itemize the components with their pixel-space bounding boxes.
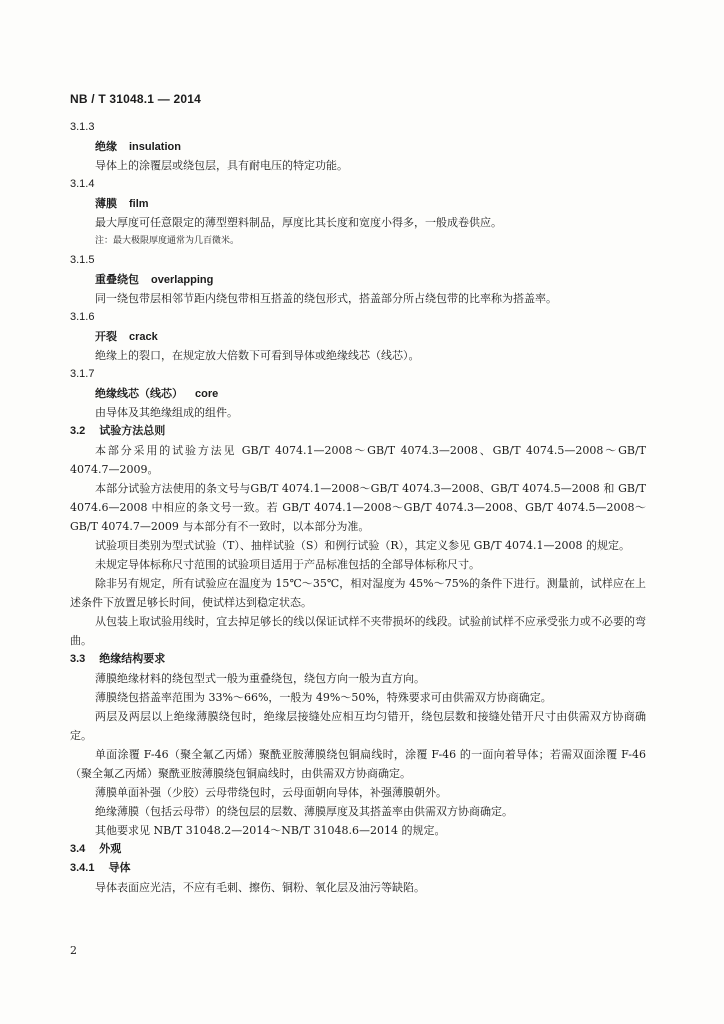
section-number: 3.4 <box>70 843 86 855</box>
term-definition: 最大厚度可任意限定的薄型塑料制品，厚度比其长度和宽度小得多，一般成卷供应。 <box>95 216 502 229</box>
paragraph: 薄膜单面补强（少胶）云母带绕包时，云母面朝向导体，补强薄膜朝外。 <box>95 786 447 799</box>
term-title <box>70 384 646 403</box>
term-definition: 由导体及其绝缘组成的组件。 <box>95 406 238 419</box>
paragraph: 薄膜绕包搭盖率范围为 33%～66%，一般为 49%～50%，特殊要求可由供需双方协商确定。 <box>95 691 552 704</box>
term-title <box>70 137 646 156</box>
section-title: 导体 <box>108 862 131 874</box>
term-definition: 同一绕包带层相邻节距内绕包带相互搭盖的绕包形式，搭盖部分所占绕包带的比率称为搭盖率。 <box>95 292 557 305</box>
section-heading-3-3 <box>70 650 646 669</box>
term-number: 3.1.7 <box>70 368 95 380</box>
paragraph: 两层及两层以上绝缘薄膜绕包时，绝缘层接缝处应相互均匀错开，绕包层数和接缝处错开尺寸由供需双方协商确定。 <box>70 710 646 742</box>
paragraph: 试验项目类别为型式试验（T）、抽样试验（S）和例行试验（R），其定义参见 GB/T 4074.1—2008 的规定。 <box>95 539 631 552</box>
section-number: 3.4.1 <box>70 862 95 874</box>
term-number: 3.1.6 <box>70 311 95 323</box>
paragraph: 本部分试验方法使用的条文号与GB/T 4074.1—2008～GB/T 4074.3—2008、GB/T 4074.5—2008 和 GB/T 4074.6—2008 中相应的条文号一致。若 GB/T 4074.1—2008～GB/T 4074.3—2008、GB/T 4074.5—2008～GB/T 4074.7—2009 与本部分有不一致时，以本部分为准。 <box>70 482 646 533</box>
term-title <box>70 270 646 289</box>
paragraph: 薄膜绝缘材料的绕包型式一般为重叠绕包，绕包方向一般为直方向。 <box>95 672 425 685</box>
section-title: 外观 <box>99 843 122 855</box>
term-cn: 重叠绕包 <box>95 273 139 286</box>
section-number: 3.2 <box>70 425 86 437</box>
section-number: 3.3 <box>70 653 86 665</box>
term-number: 3.1.4 <box>70 178 95 190</box>
term-cn: 绝缘线芯（线芯） <box>95 387 183 400</box>
term-number: 3.1.5 <box>70 254 95 266</box>
paragraph: 单面涂覆 F-46（聚全氟乙丙烯）聚酰亚胺薄膜绕包铜扁线时，涂覆 F-46 的一面向着导体；若需双面涂覆 F-46（聚全氟乙丙烯）聚酰亚胺薄膜绕包铜扁线时，由供需双方协商确定。 <box>70 748 646 780</box>
section-heading-3-4-1 <box>70 859 646 878</box>
paragraph: 导体表面应光洁，不应有毛刺、擦伤、铜粉、氧化层及油污等缺陷。 <box>95 881 425 894</box>
term-cn: 绝缘 <box>95 140 117 153</box>
term-en: overlapping <box>151 274 214 286</box>
term-definition: 绝缘上的裂口，在规定放大倍数下可看到导体或绝缘线芯（线芯）。 <box>95 349 420 362</box>
term-cn: 薄膜 <box>95 197 117 210</box>
section-heading-3-4 <box>70 840 646 859</box>
term-definition: 导体上的涂覆层或绕包层，具有耐电压的特定功能。 <box>95 159 348 172</box>
term-en: crack <box>129 331 158 343</box>
paragraph: 绝缘薄膜（包括云母带）的绕包层的层数、薄膜厚度及其搭盖率由供需双方协商确定。 <box>95 805 513 818</box>
paragraph: 其他要求见 NB/T 31048.2—2014～NB/T 31048.6—2014 的规定。 <box>95 824 446 837</box>
term-en: film <box>129 198 149 210</box>
paragraph: 未规定导体标称尺寸范围的试验项目适用于产品标准包括的全部导体标称尺寸。 <box>95 558 480 571</box>
section-title: 试验方法总则 <box>99 425 166 437</box>
term-en: insulation <box>129 141 181 153</box>
standard-header: NB / T 31048.1 — 2014 <box>70 92 201 106</box>
page-content <box>70 118 646 897</box>
term-note: 注：最大极限厚度通常为几百微米。 <box>95 236 240 246</box>
paragraph: 从包装上取试验用线时，宜去掉足够长的线以保证试样不夹带损坏的线段。试验前试样不应承受张力或不必要的弯曲。 <box>70 615 646 647</box>
section-heading-3-2 <box>70 422 646 441</box>
term-title <box>70 327 646 346</box>
section-title: 绝缘结构要求 <box>99 653 166 665</box>
page-number: 2 <box>70 944 77 957</box>
term-cn: 开裂 <box>95 330 117 343</box>
paragraph: 除非另有规定，所有试验应在温度为 15℃～35℃，相对湿度为 45%～75%的条件下进行。测量前，试样应在上述条件下放置足够长时间，使试样达到稳定状态。 <box>70 577 646 609</box>
term-number: 3.1.3 <box>70 121 95 133</box>
term-en: core <box>195 388 219 400</box>
term-title <box>70 194 646 213</box>
paragraph: 本部分采用的试验方法见 GB/T 4074.1—2008～GB/T 4074.3—2008、GB/T 4074.5—2008～GB/T 4074.7—2009。 <box>70 444 646 476</box>
